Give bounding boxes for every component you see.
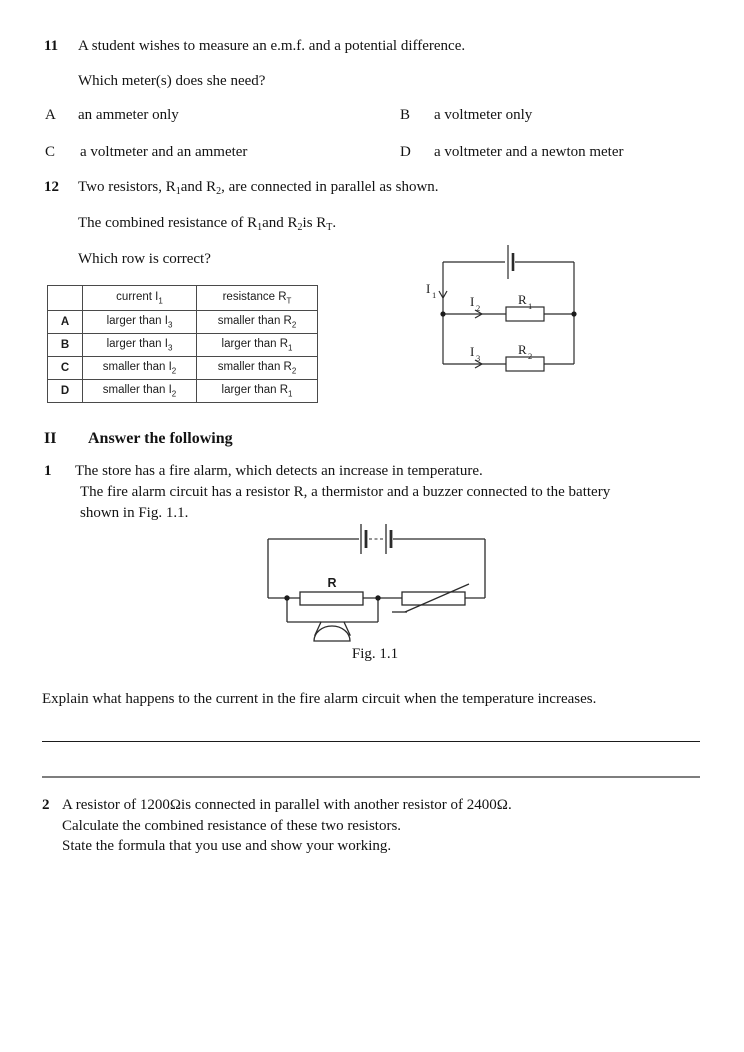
q12-line2-sub2: 2 xyxy=(297,222,303,233)
junction-dot xyxy=(571,311,576,316)
q2-line2: Calculate the combined resistance of these two resistors. xyxy=(62,818,402,834)
q11-option-c-letter: C xyxy=(45,144,56,160)
q12-answer-table xyxy=(47,285,318,403)
row-c-resistance xyxy=(197,357,318,380)
q11-option-c-text: a voltmeter and an ammeter xyxy=(80,144,248,160)
resistor-r2-box xyxy=(506,357,544,371)
table-header-row xyxy=(48,286,318,311)
row-b-current xyxy=(83,334,197,357)
q12-line2-p1: The combined resistance of R xyxy=(78,215,258,231)
table-row xyxy=(48,357,318,380)
row-c-letter: C xyxy=(48,357,83,380)
row-c-current-text: smaller than I xyxy=(102,360,172,373)
table-header-blank xyxy=(48,286,83,311)
q2-line3: State the formula that you use and show your working. xyxy=(62,838,392,854)
junction-dot xyxy=(284,595,289,600)
row-c-current-sub: 2 xyxy=(171,366,177,376)
table-header-current-sub: 1 xyxy=(158,296,163,306)
row-b-resistance-text: larger than R xyxy=(221,337,289,350)
label-r: R xyxy=(327,576,337,590)
q12-line2-p3: is R xyxy=(302,215,327,231)
row-a-letter: A xyxy=(48,311,83,334)
row-c-resistance-text: smaller than R xyxy=(217,360,292,373)
q12-line1-p3: , are connected in parallel as shown. xyxy=(221,179,439,195)
fig-caption: Fig. 1.1 xyxy=(351,646,399,662)
row-a-current-text: larger than I xyxy=(106,314,168,327)
label-i2-sub: 2 xyxy=(476,303,481,313)
row-d-letter: D xyxy=(48,380,83,403)
table-header-resistance-text: resistance R xyxy=(222,290,287,303)
q1-number: 1 xyxy=(44,463,52,479)
q12-line2 xyxy=(78,213,336,238)
section2-numeral: II xyxy=(44,430,57,447)
resistor-r-box xyxy=(300,592,363,605)
thermistor-icon xyxy=(392,584,469,612)
q12-line1-sub1: 1 xyxy=(175,186,181,197)
resistor-r1-box xyxy=(506,307,544,321)
row-b-current-sub: 3 xyxy=(167,343,173,353)
row-b-letter: B xyxy=(48,334,83,357)
junction-dot xyxy=(375,595,380,600)
q11-option-a-text: an ammeter only xyxy=(78,107,179,123)
label-r2: R xyxy=(518,342,527,357)
q11-option-d-letter: D xyxy=(400,144,411,160)
q2-number: 2 xyxy=(42,797,50,813)
q12-line2-p4: . xyxy=(332,215,337,231)
q12-number: 12 xyxy=(44,179,59,195)
label-i3-sub: 3 xyxy=(476,353,481,363)
table-header-resistance xyxy=(197,286,318,311)
q12-line1-p1: Two resistors, R xyxy=(78,179,176,195)
row-a-resistance xyxy=(197,311,318,334)
row-c-resistance-sub: 2 xyxy=(291,366,297,376)
fire-alarm-circuit-diagram xyxy=(255,515,495,650)
table-header-resistance-sub: T xyxy=(286,296,292,306)
row-a-current xyxy=(83,311,197,334)
q2-line1: A resistor of 1200Ωis connected in parallel with another resistor of 2400Ω. xyxy=(62,797,512,813)
q12-line3: Which row is correct? xyxy=(78,251,211,267)
row-c-current xyxy=(83,357,197,380)
q11-number: 11 xyxy=(44,38,59,54)
q11-option-b-text: a voltmeter only xyxy=(434,107,533,123)
q12-line1 xyxy=(78,177,439,202)
q1-explain-prompt: Explain what happens to the current in the fire alarm circuit when the temperature increases. xyxy=(42,691,597,707)
table-header-current-text: current I xyxy=(116,290,159,303)
battery-icon xyxy=(508,245,513,279)
row-b-resistance-sub: 1 xyxy=(288,343,293,353)
table-row xyxy=(48,334,318,357)
row-b-resistance xyxy=(197,334,318,357)
q11-option-a-letter: A xyxy=(45,107,56,123)
answer-line xyxy=(42,741,700,742)
label-r1: R xyxy=(518,292,527,307)
label-r2-sub: 2 xyxy=(528,351,533,361)
q11-option-b-letter: B xyxy=(400,107,411,123)
row-d-resistance-sub: 1 xyxy=(288,389,293,399)
q11-prompt: Which meter(s) does she need? xyxy=(78,73,266,89)
q12-line2-sub3: T xyxy=(326,222,333,233)
row-d-current-text: smaller than I xyxy=(102,383,172,396)
row-a-resistance-sub: 2 xyxy=(291,320,297,330)
q1-line3: shown in Fig. 1.1. xyxy=(80,505,189,521)
label-i3: I xyxy=(470,344,475,359)
table-header-current xyxy=(83,286,197,311)
q1-line1: The store has a fire alarm, which detects an increase in temperature. xyxy=(75,463,483,479)
q1-line2: The fire alarm circuit has a resistor R, a thermistor and a buzzer connected to the battery xyxy=(80,484,611,500)
label-i1: I xyxy=(426,281,431,296)
row-a-resistance-text: smaller than R xyxy=(217,314,292,327)
table-row xyxy=(48,311,318,334)
table-row xyxy=(48,380,318,403)
q11-text: A student wishes to measure an e.m.f. and a potential difference. xyxy=(78,38,466,54)
parallel-circuit-diagram xyxy=(420,240,600,380)
row-d-current-sub: 2 xyxy=(171,389,177,399)
q12-line2-sub1: 1 xyxy=(257,222,263,233)
q11-option-d-text: a voltmeter and a newton meter xyxy=(434,144,624,160)
row-a-current-sub: 3 xyxy=(167,320,173,330)
q12-line1-p2: and R xyxy=(180,179,217,195)
row-d-resistance xyxy=(197,380,318,403)
row-d-current xyxy=(83,380,197,403)
q12-line1-sub2: 2 xyxy=(216,186,222,197)
label-i2: I xyxy=(470,294,475,309)
label-i1-sub: 1 xyxy=(432,290,437,300)
section2-title: Answer the following xyxy=(88,430,233,447)
q12-line2-p2: and R xyxy=(262,215,298,231)
battery-icon xyxy=(361,524,391,554)
row-d-resistance-text: larger than R xyxy=(221,383,289,396)
junction-dot xyxy=(440,311,445,316)
row-b-current-text: larger than I xyxy=(106,337,168,350)
label-r1-sub: 1 xyxy=(528,301,533,311)
answer-line xyxy=(42,776,700,778)
